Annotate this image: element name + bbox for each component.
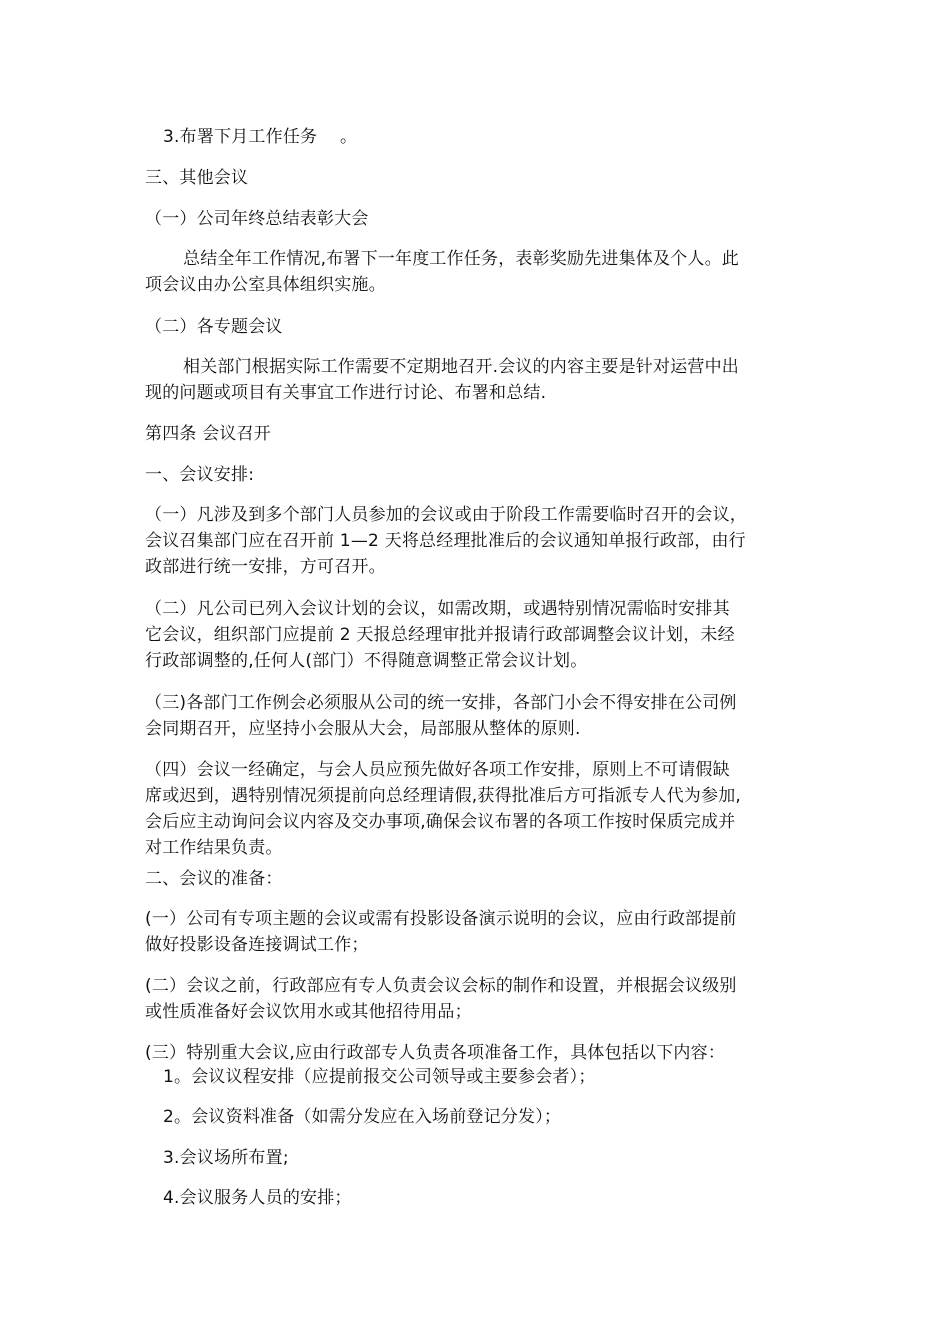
- article-4-s1-paragraph-2: [145, 596, 811, 674]
- paragraph-line: 政部进行统一安排，方可召开。: [145, 557, 386, 577]
- section-3-sub1-title: （一）公司年终总结表彰大会: [145, 209, 369, 229]
- paragraph-line: 做好投影设备连接调试工作；: [145, 935, 369, 955]
- paragraph-line: 行政部调整的,任何人(部门）不得随意调整正常会议计划。: [145, 651, 588, 671]
- paragraph-line: 相关部门根据实际工作需要不定期地召开.会议的内容主要是针对运营中出: [183, 357, 740, 377]
- paragraph-line: 会议召集部门应在召开前 1—2 天将总经理批准后的会议通知单报行政部，由行: [145, 531, 746, 551]
- article-4-section-2-title: 二、会议的准备：: [145, 869, 283, 889]
- paragraph-line: 席或迟到，遇特别情况须提前向总经理请假,获得批准后方可指派专人代为参加,: [145, 786, 742, 806]
- article-4-title: 第四条 会议召开: [145, 424, 272, 444]
- article-4-s2-paragraph-1: [145, 906, 811, 958]
- paragraph-line: （三)各部门工作例会必须服从公司的统一安排，各部门小会不得安排在公司例: [145, 693, 737, 713]
- section-3-sub2-title: （二）各专题会议: [145, 317, 283, 337]
- section-3-sub1-body: [145, 246, 811, 298]
- paragraph-line: （四）会议一经确定，与会人员应预先做好各项工作安排，原则上不可请假缺: [145, 760, 730, 780]
- paragraph-line: 它会议，组织部门应提前 2 天报总经理审批并报请行政部调整会议计划，未经: [145, 625, 735, 645]
- item-3-tasks: 3.布署下月工作任务 。: [163, 127, 358, 147]
- article-4-section-1-title: 一、会议安排:: [145, 465, 255, 485]
- section-3-title: 三、其他会议: [145, 168, 249, 188]
- list-item: 4.会议服务人员的安排；: [163, 1188, 352, 1208]
- paragraph-line: 项会议由办公室具体组织实施。: [145, 275, 386, 295]
- paragraph-line: （二）凡公司已列入会议计划的会议，如需改期，或遇特别情况需临时安排其: [145, 599, 730, 619]
- list-item: 1。会议议程安排（应提前报交公司领导或主要参会者）；: [163, 1067, 596, 1087]
- paragraph-line: 或性质准备好会议饮用水或其他招待用品；: [145, 1002, 472, 1022]
- section-3-sub2-body: [145, 354, 811, 406]
- list-item: 2。会议资料准备（如需分发应在入场前登记分发）；: [163, 1107, 562, 1127]
- paragraph-line: 总结全年工作情况,布署下一年度工作任务，表彰奖励先进集体及个人。此: [183, 249, 740, 269]
- article-4-s1-paragraph-4: [145, 757, 811, 861]
- article-4-s2-paragraph-3: (三）特别重大会议,应由行政部专人负责各项准备工作，具体包括以下内容：: [145, 1043, 726, 1063]
- article-4-s1-paragraph-3: [145, 690, 811, 742]
- paragraph-line: (二）会议之前，行政部应有专人负责会议会标的制作和设置，并根据会议级别: [145, 976, 737, 996]
- article-4-s2-paragraph-2: [145, 973, 811, 1025]
- paragraph-line: 对工作结果负责。: [145, 838, 283, 858]
- article-4-s1-paragraph-1: [145, 502, 811, 580]
- paragraph-line: （一）凡涉及到多个部门人员参加的会议或由于阶段工作需要临时召开的会议，: [145, 505, 747, 525]
- paragraph-line: 现的问题或项目有关事宜工作进行讨论、布署和总结.: [145, 383, 547, 403]
- paragraph-line: 会同期召开，应坚持小会服从大会，局部服从整体的原则.: [145, 719, 581, 739]
- paragraph-line: (一）公司有专项主题的会议或需有投影设备演示说明的会议，应由行政部提前: [145, 909, 737, 929]
- paragraph-line: 会后应主动询问会议内容及交办事项,确保会议布署的各项工作按时保质完成并: [145, 812, 736, 832]
- list-item: 3.会议场所布置;: [163, 1148, 289, 1168]
